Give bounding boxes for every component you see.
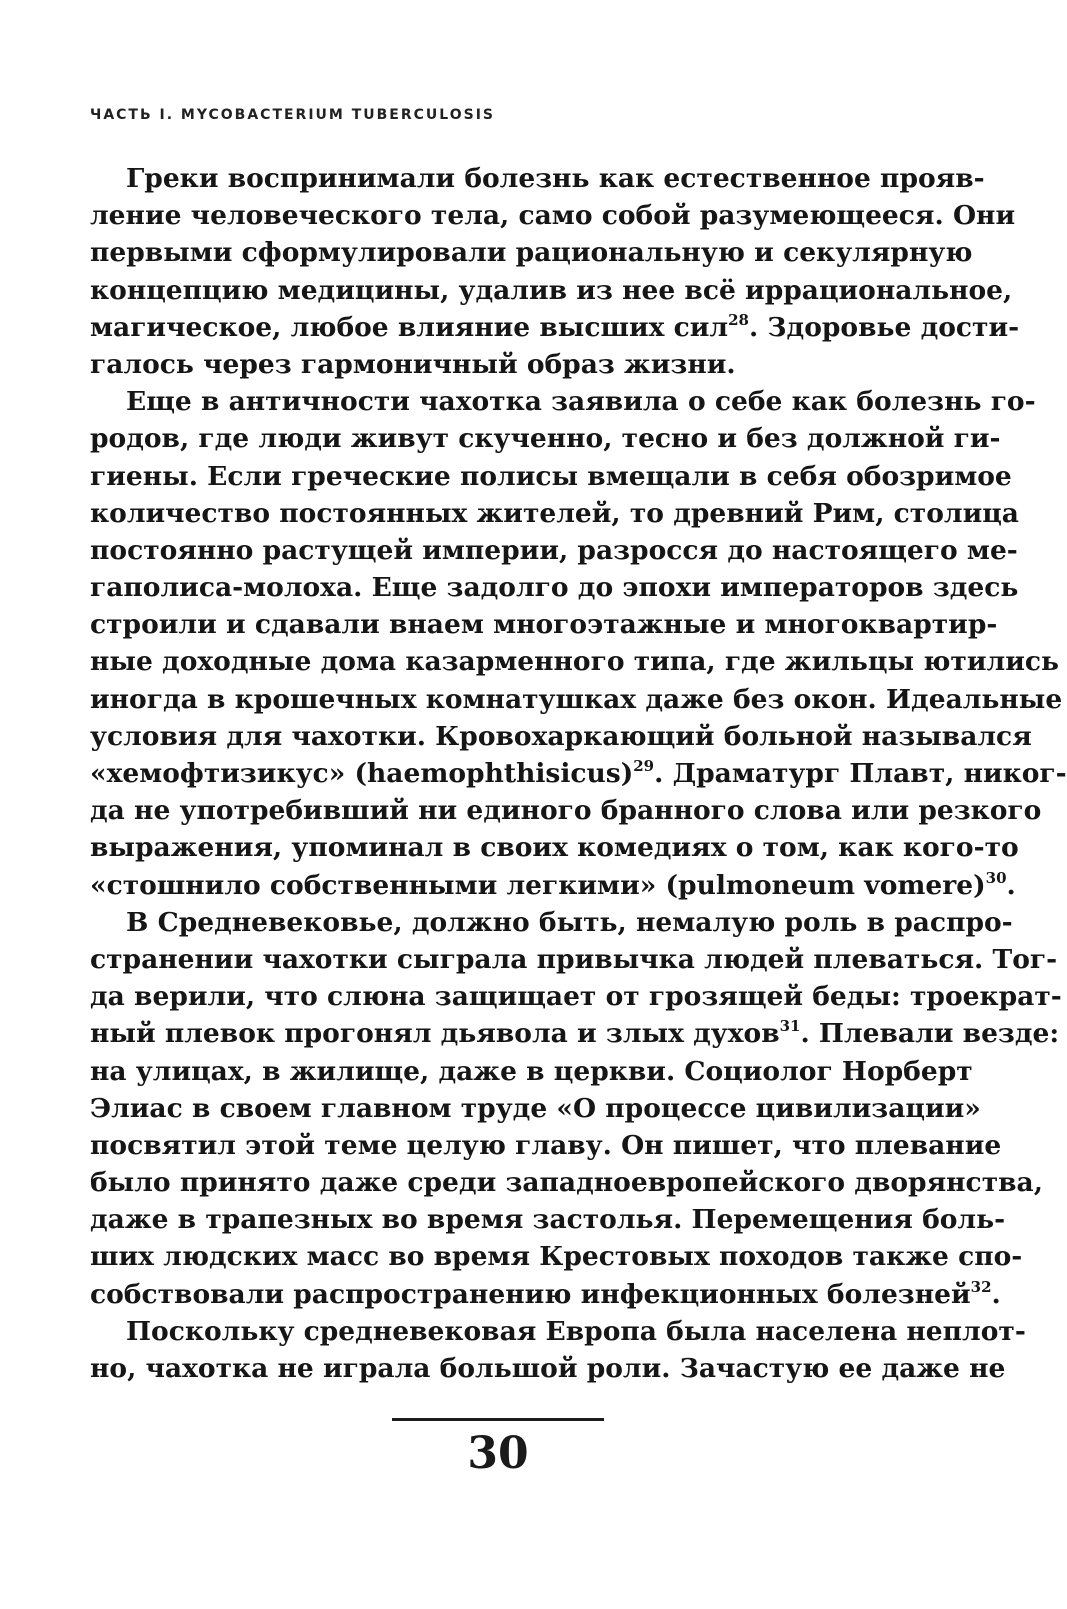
text-line (90, 1350, 1006, 1387)
paragraph (90, 160, 1020, 383)
footnote-ref[interactable]: 29 (633, 757, 655, 775)
line-text: концепцию медицины, удалив из нее всё иррациональное, (90, 274, 1013, 306)
text-line (90, 234, 973, 271)
line-text: странении чахотки сыграла привычка людей плеваться. Тог- (90, 943, 1058, 975)
line-text: выражения, упоминал в своих комедиях о том, как кого-то (90, 832, 1019, 864)
line-text: условия для чахотки. Кровохаркающий больной назывался (90, 720, 1032, 752)
text-line (90, 532, 1018, 569)
paragraph (90, 1313, 1026, 1387)
line-text: да верили, что слюна защищает от грозящей беды: троекрат- (90, 981, 1062, 1013)
line-text: ление человеческого тела, само собой разумеющееся. Они (90, 200, 1016, 232)
footnote-ref[interactable]: 31 (779, 1017, 801, 1036)
body-text (90, 160, 1067, 1387)
line-text-after-note: . (1006, 869, 1016, 901)
line-text: даже в трапезных во время застолья. Перемещения боль- (90, 1204, 1006, 1236)
line-text-after-note: . Драматург Плавт, никог- (654, 758, 1067, 789)
line-text-after-note: . (991, 1278, 1001, 1310)
line-text: на улицах, в жилище, даже в церкви. Социолог Норберт (90, 1055, 973, 1087)
paragraph (90, 383, 1067, 904)
line-text: Греки воспринимали болезнь как естественное прояв- (126, 163, 985, 194)
text-line (90, 1201, 1006, 1238)
page-number-rule (392, 1418, 604, 1421)
page-number: 30 (467, 1428, 529, 1479)
text-line (90, 1313, 1026, 1350)
footnote-ref[interactable]: 32 (970, 1277, 992, 1296)
text-line (90, 1127, 1002, 1164)
text-line (90, 383, 1036, 420)
text-line (90, 160, 985, 197)
text-line (90, 1090, 981, 1127)
line-text: магическое, любое влияние высших сил (90, 311, 729, 343)
running-head: ЧАСТЬ I. MYCOBACTERIUM TUBERCULOSIS (90, 107, 495, 123)
line-text: первыми сформулировали рациональную и секулярную (90, 237, 973, 269)
line-text: В Средневековье, должно быть, немалую роль в распро- (126, 906, 1013, 938)
line-text: ших людских масс во время Крестовых походов также спо- (90, 1241, 1023, 1273)
text-line (90, 1238, 1023, 1275)
text-line (90, 681, 1063, 718)
text-line (90, 941, 1058, 978)
line-text: «хемофтизикус» (haemophthisicus) (90, 758, 634, 789)
line-text: было принято даже среди западноевропейского дворянства, (90, 1167, 1043, 1199)
text-line (90, 1015, 1060, 1052)
text-line (90, 718, 1032, 755)
line-text: ный плевок прогонял дьявола и злых духов (90, 1018, 780, 1050)
text-line (90, 606, 998, 643)
line-text: Еще в античности чахотка заявила о себе как болезнь го- (126, 386, 1036, 418)
text-line (90, 867, 1016, 904)
text-line (90, 309, 1020, 346)
text-line (90, 755, 1067, 792)
line-text: иногда в крошечных комнатушках даже без окон. Идеальные (90, 683, 1063, 715)
text-line (90, 346, 912, 383)
text-line (90, 978, 1062, 1015)
text-line (90, 643, 1059, 680)
line-text: гаполиса-молоха. Еще задолго до эпохи императоров здесь (90, 572, 1019, 604)
line-text: собствовали распространению инфекционных болезней (90, 1278, 971, 1310)
line-text: количество постоянных жителей, то древний Рим, столица (90, 497, 1019, 529)
line-text: «стошнило собственными легкими» (pulmoneum vomere) (90, 869, 986, 901)
footnote-ref[interactable]: 28 (728, 310, 749, 329)
line-text: посвятил этой теме целую главу. Он пишет, что плевание (90, 1129, 1002, 1161)
text-line (90, 569, 1019, 606)
line-text-after-note: . Здоровье дости- (748, 311, 1020, 343)
line-text-after-note: . Плевали везде: (800, 1018, 1060, 1050)
line-text: но, чахотка не играла большой роли. Зачастую ее даже не (90, 1353, 1006, 1384)
text-line (90, 272, 1013, 309)
footnote-ref[interactable]: 30 (985, 868, 1007, 887)
paragraph (90, 904, 1062, 1313)
line-text: Поскольку средневековая Европа была населена неплот- (126, 1315, 1026, 1347)
line-text: ные доходные дома казарменного типа, где жильцы ютились (90, 646, 1059, 678)
text-line (90, 1053, 973, 1090)
line-text: постоянно растущей империи, разросся до настоящего ме- (90, 534, 1018, 566)
line-text: Элиас в своем главном труде «О процессе цивилизации» (90, 1092, 981, 1124)
text-line (90, 458, 1012, 495)
line-text: гиены. Если греческие полисы вмещали в себя обозримое (90, 460, 1012, 492)
text-line (90, 1276, 1001, 1313)
text-line (90, 1164, 1043, 1201)
text-line (90, 792, 1042, 829)
line-text: родов, где люди живут скученно, тесно и без должной ги- (90, 423, 1001, 455)
line-text: галось через гармоничный образ жизни. (90, 348, 736, 380)
text-line (90, 829, 1019, 866)
text-line (90, 420, 1001, 457)
text-line (90, 904, 1013, 941)
text-line (90, 495, 1019, 532)
line-text: строили и сдавали внаем многоэтажные и многоквартир- (90, 609, 998, 641)
text-line (90, 197, 1016, 234)
line-text: да не употребивший ни единого бранного слова или резкого (90, 795, 1042, 827)
